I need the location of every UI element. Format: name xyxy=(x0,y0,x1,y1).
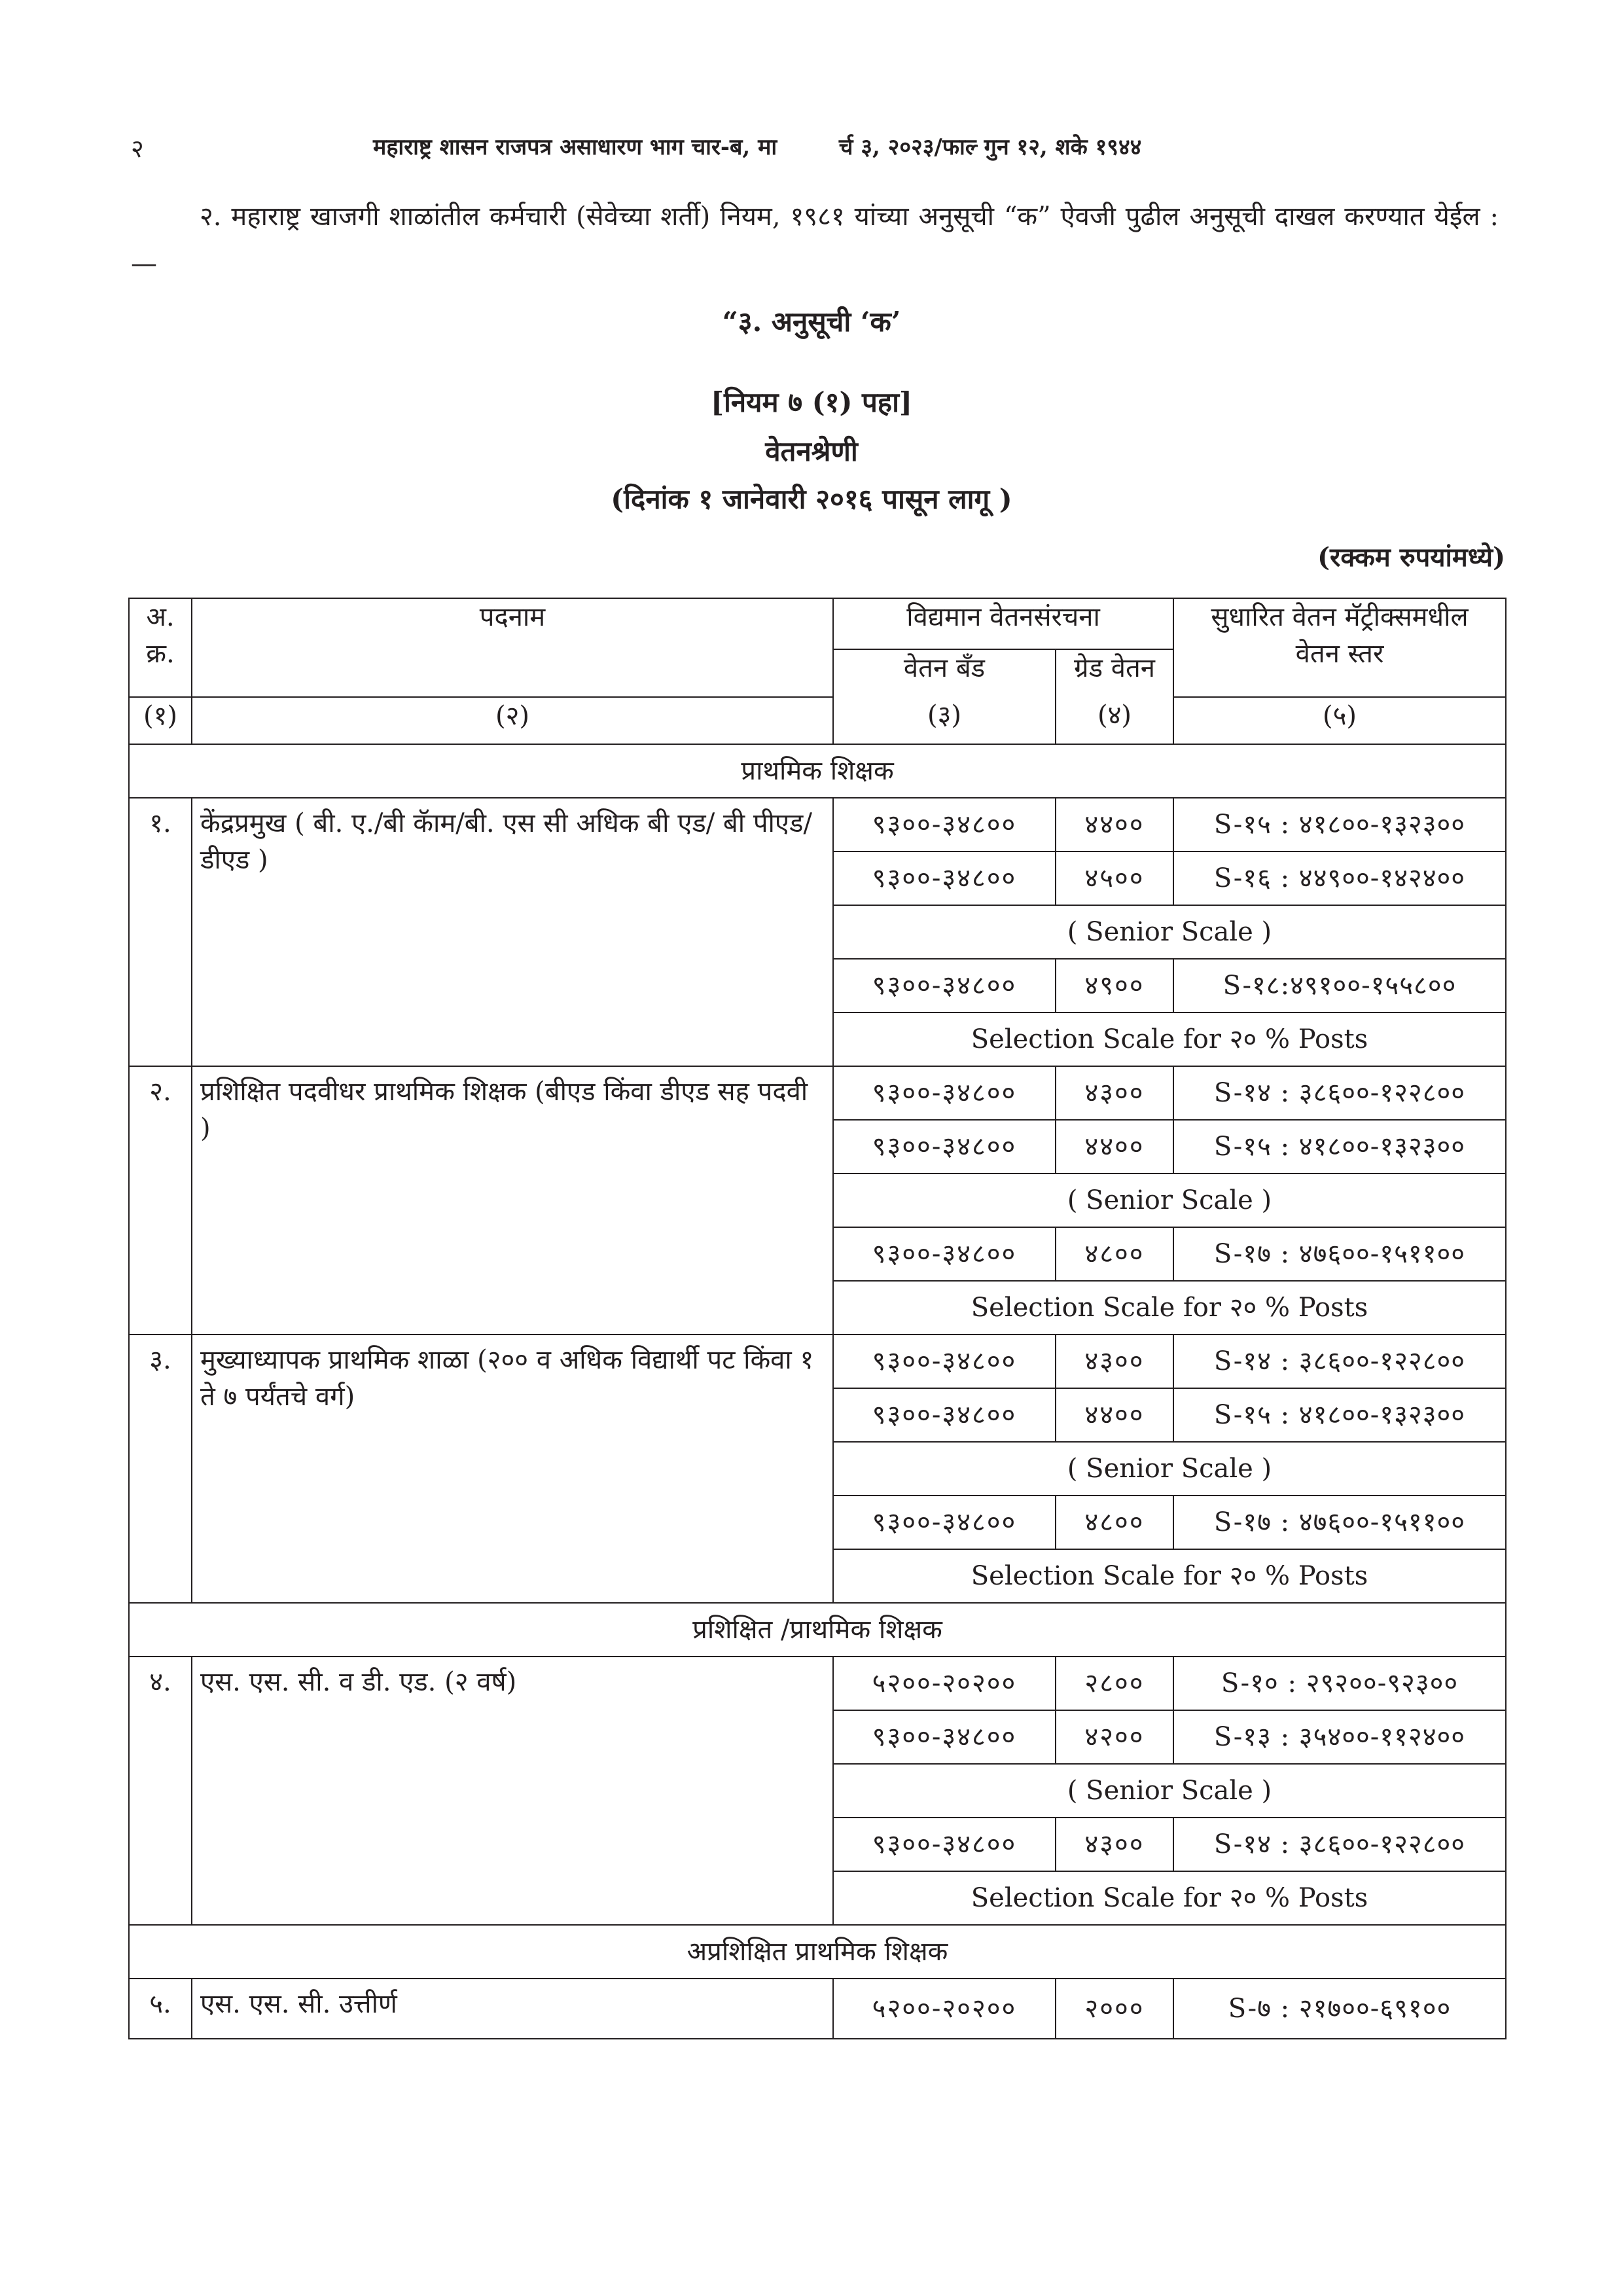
entry-number: ३. xyxy=(129,1335,192,1603)
rule-reference: [नियम ७ (१) पहा] xyxy=(711,386,912,418)
senior-scale-label: ( Senior Scale ) xyxy=(833,1764,1506,1818)
pay-band-cell: ९३००-३४८०० xyxy=(833,1120,1056,1174)
entry-designation: एस. एस. सी. व डी. एड. (२ वर्ष) xyxy=(192,1657,833,1925)
pay-band-cell: ९३००-३४८०० xyxy=(833,1335,1056,1388)
section-row xyxy=(129,1925,1506,1979)
pay-band-cell: ९३००-३४८०० xyxy=(833,798,1056,852)
pay-band-cell: ९३००-३४८०० xyxy=(833,1388,1056,1442)
entry-number: ५. xyxy=(129,1979,192,2039)
grade-pay-cell: ४९०० xyxy=(1056,959,1173,1013)
pay-level-cell: S-१७ : ४७६००-१५११०० xyxy=(1173,1496,1506,1549)
amount-unit: (रक्कम रुपयांमध्ये) xyxy=(1317,542,1505,573)
pay-level-cell: S-१५ : ४१८००-१३२३०० xyxy=(1173,798,1506,852)
col-number-1: (१) xyxy=(129,697,192,744)
pay-band-cell: ९३००-३४८०० xyxy=(833,1818,1056,1871)
grade-pay-cell: ४२०० xyxy=(1056,1710,1173,1764)
gazette-title: महाराष्ट्र शासन राजपत्र असाधारण भाग चार-ब, मा र्च ३, २०२३/फाल्‍ गुन १२, शके १९४४ xyxy=(373,134,1142,160)
pay-band-cell: ९३००-३४८०० xyxy=(833,852,1056,905)
section-title: प्रशिक्षित /प्राथमिक शिक्षक xyxy=(129,1603,1506,1657)
entry-number: १. xyxy=(129,798,192,1066)
header-revised-line1: सुधारित वेतन मॅट्रीक्समधील xyxy=(1211,602,1469,632)
pay-level-cell: S-१५ : ४१८००-१३२३०० xyxy=(1173,1120,1506,1174)
pay-band-cell: ९३००-३४८०० xyxy=(833,1066,1056,1120)
selection-scale-label: Selection Scale for २० % Posts xyxy=(833,1549,1506,1603)
pay-level-cell: S-१४ : ३८६००-१२२८०० xyxy=(1173,1335,1506,1388)
table-row xyxy=(129,1066,1506,1120)
grade-pay-cell: ४३०० xyxy=(1056,1818,1173,1871)
pay-band-cell: ९३००-३४८०० xyxy=(833,959,1056,1013)
section-row xyxy=(129,1603,1506,1657)
section-title: अप्रशिक्षित प्राथमिक शिक्षक xyxy=(129,1925,1506,1979)
pay-band-cell: ५२००-२०२०० xyxy=(833,1657,1056,1710)
entry-designation: एस. एस. सी. उत्तीर्ण xyxy=(192,1979,833,2039)
grade-pay-cell: २८०० xyxy=(1056,1657,1173,1710)
entry-designation: केंद्रप्रमुख ( बी. ए./बी कॅाम/बी. एस सी अधिक बी एड/ बी पीएड/डीएड ) xyxy=(192,798,833,1066)
pay-band-cell: ९३००-३४८०० xyxy=(833,1710,1056,1764)
grade-pay-cell: ४४०० xyxy=(1056,798,1173,852)
pay-level-cell: S-१८:४९१००-१५५८०० xyxy=(1173,959,1506,1013)
pay-level-cell: S-१७ : ४७६००-१५११०० xyxy=(1173,1227,1506,1281)
col-number-2: (२) xyxy=(192,697,833,744)
table-row xyxy=(129,1335,1506,1388)
header-sr-no-line2: क्र. xyxy=(146,639,175,669)
selection-scale-label: Selection Scale for २० % Posts xyxy=(833,1281,1506,1335)
grade-pay-cell: ४४०० xyxy=(1056,1120,1173,1174)
pay-level-cell: S-१६ : ४४९००-१४२४०० xyxy=(1173,852,1506,905)
selection-scale-label: Selection Scale for २० % Posts xyxy=(833,1871,1506,1925)
pay-level-cell: S-१३ : ३५४००-११२४०० xyxy=(1173,1710,1506,1764)
entry-number: २. xyxy=(129,1066,192,1335)
senior-scale-label: ( Senior Scale ) xyxy=(833,905,1506,959)
grade-pay-cell: ४८०० xyxy=(1056,1496,1173,1549)
entry-designation: प्रशिक्षित पदवीधर प्राथमिक शिक्षक (बीएड किंवा डीएड सह पदवी ) xyxy=(192,1066,833,1335)
grade-pay-cell: २००० xyxy=(1056,1979,1173,2039)
pay-scale-table xyxy=(128,598,1507,2039)
section-row xyxy=(129,744,1506,798)
table-row xyxy=(129,1657,1506,1710)
effective-date: (दिनांक १ जानेवारी २०१६ पासून लागू ) xyxy=(611,483,1012,515)
table-row xyxy=(129,798,1506,852)
pay-band-cell: ९३००-३४८०० xyxy=(833,1496,1056,1549)
pay-level-cell: S-१४ : ३८६००-१२२८०० xyxy=(1173,1066,1506,1120)
table-header-row xyxy=(129,598,1506,649)
col-number-3: (३) xyxy=(833,697,1056,744)
entry-number: ४. xyxy=(129,1657,192,1925)
col-number-4: (४) xyxy=(1056,697,1173,744)
schedule-title: “३. अनुसूची ‘क’ xyxy=(722,306,901,338)
header-existing-structure: विद्यमान वेतनसंरचना xyxy=(833,598,1173,649)
pay-level-cell: S-७ : २१७००-६९१०० xyxy=(1173,1979,1506,2039)
table-row xyxy=(129,1979,1506,2039)
pay-level-cell: S-१० : २९२००-९२३०० xyxy=(1173,1657,1506,1710)
header-pay-band: वेतन बँड xyxy=(833,649,1056,697)
grade-pay-cell: ४५०० xyxy=(1056,852,1173,905)
header-grade-pay: ग्रेड वेतन xyxy=(1056,649,1173,697)
entry-designation: मुख्याध्यापक प्राथमिक शाळा (२०० व अधिक विद्यार्थी पट किंवा १ ते ७ पर्यंतचे वर्ग) xyxy=(192,1335,833,1603)
pay-band-cell: ९३००-३४८०० xyxy=(833,1227,1056,1281)
pay-scale-heading: वेतनश्रेणी xyxy=(765,435,858,467)
senior-scale-label: ( Senior Scale ) xyxy=(833,1442,1506,1496)
grade-pay-cell: ४३०० xyxy=(1056,1335,1173,1388)
intro-paragraph: २. महाराष्ट्र खाजगी शाळांतील कर्मचारी (सेवेच्या शर्ती) नियम, १९८१ यांच्या अनुसूची “क” ऐवजी पुढील अनुसूची दाखल करण्यात येईल :— xyxy=(131,202,1499,279)
col-number-5: (५) xyxy=(1173,697,1506,744)
header-revised-line2: वेतन स्तर xyxy=(1295,639,1384,669)
running-header xyxy=(131,131,1492,170)
pay-level-cell: S-१४ : ३८६००-१२२८०० xyxy=(1173,1818,1506,1871)
grade-pay-cell: ४४०० xyxy=(1056,1388,1173,1442)
grade-pay-cell: ४३०० xyxy=(1056,1066,1173,1120)
pay-band-cell: ५२००-२०२०० xyxy=(833,1979,1056,2039)
header-designation: पदनाम xyxy=(192,598,833,697)
table-column-numbers xyxy=(129,697,1506,744)
header-sr-no xyxy=(129,598,192,697)
page-number: २ xyxy=(131,134,144,163)
pay-level-cell: S-१५ : ४१८००-१३२३०० xyxy=(1173,1388,1506,1442)
grade-pay-cell: ४८०० xyxy=(1056,1227,1173,1281)
header-sr-no-line1: अ. xyxy=(146,602,175,632)
selection-scale-label: Selection Scale for २० % Posts xyxy=(833,1013,1506,1066)
senior-scale-label: ( Senior Scale ) xyxy=(833,1174,1506,1227)
header-revised-level xyxy=(1173,598,1506,697)
section-title: प्राथमिक शिक्षक xyxy=(129,744,1506,798)
